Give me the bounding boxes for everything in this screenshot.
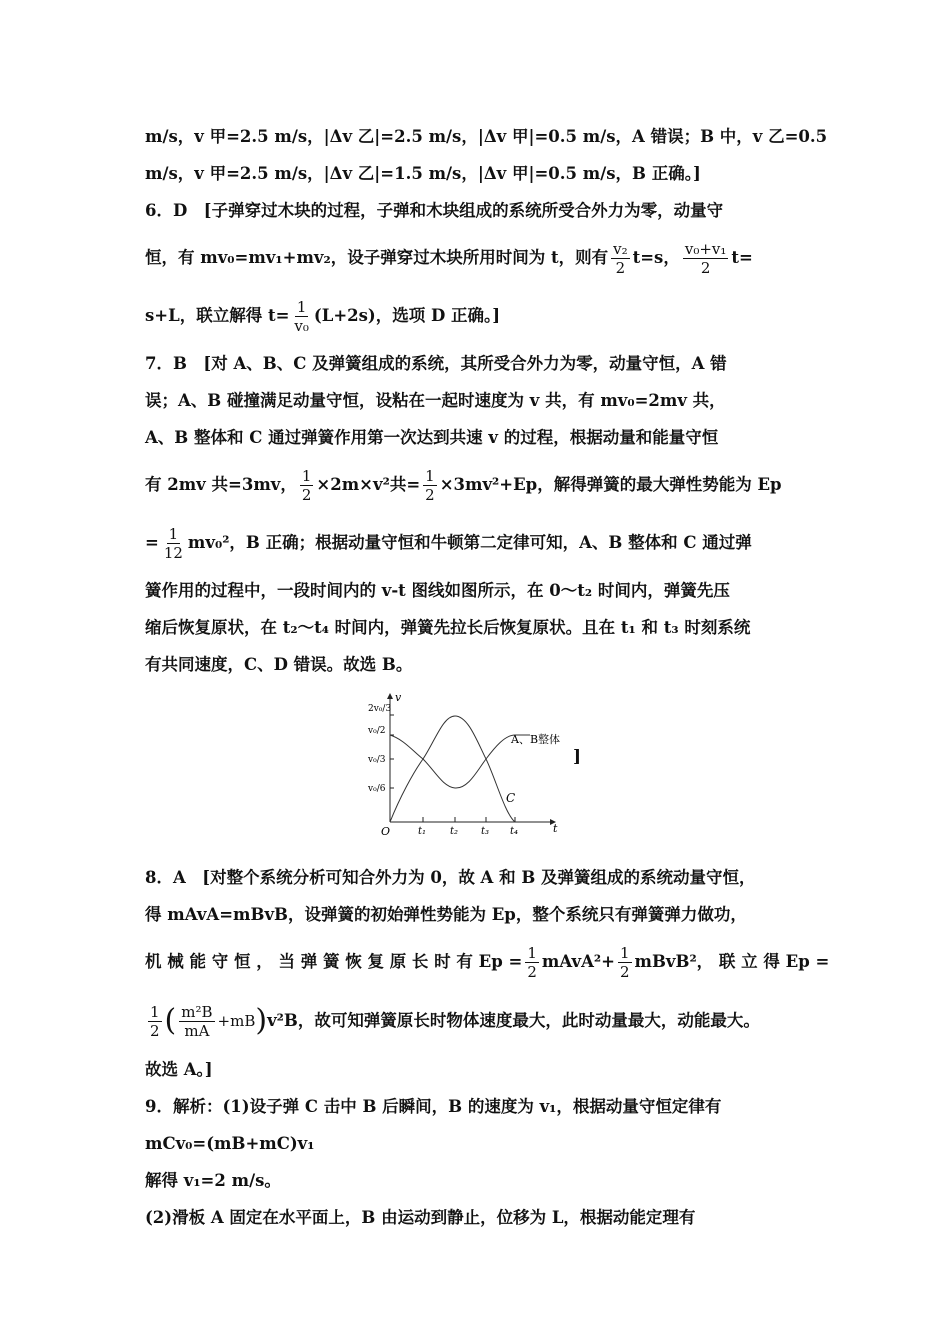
line-9: 有 2mv 共=3mv， $\frac{1}{2}$ ×2m×v²共= $\frac{1}{2}$ ×3mv²+Ep，解得弹簧的最大弹性势能为 Ep xyxy=(145,466,782,504)
fraction-1-over-2: $\frac{1}{2}$ xyxy=(619,943,630,981)
line-4: 恒，有 mv₀=mv₁+mv₂，设子弹穿过木块所用时间为 t，则有 $\frac{\text{v₂}}{2}$ t=s， $\frac{\text{v₀+v₁}}{2}$ t= xyxy=(145,239,753,277)
x-ticks xyxy=(418,817,518,837)
fraction-1-over-2: $\frac{1}{2}$ xyxy=(150,1002,160,1040)
fraction-1-over-12: $\frac{1}{12}$ xyxy=(163,524,183,562)
line-15: 得 mAvA=mBvB，设弹簧的初始弹性势能为 Ep，整个系统只有弹簧弹力做功， xyxy=(145,904,747,924)
v-axis-arrow xyxy=(387,693,393,699)
line-11: 簧作用的过程中，一段时间内的 v-t 图线如图所示，在 0～t₂ 时间内，弹簧先压 xyxy=(145,580,730,600)
xtick-t4: t₄ xyxy=(510,826,519,837)
line-20: mCv₀=(mB+mC)v₁ xyxy=(145,1133,315,1153)
fraction-1-over-v0: $\frac{1}{\text{v₀}}$ xyxy=(294,297,309,335)
vt-graph-figure xyxy=(145,689,815,841)
line-6-q7: 7．B [对 A、B、C 及弹簧组成的系统，其所受合外力为零，动量守恒，A 错 xyxy=(145,353,727,373)
fraction-v0v1-over-2: $\frac{\text{v₀+v₁}}{2}$ xyxy=(684,239,727,277)
line-5: s+L，联立解得 t= $\frac{1}{\text{v₀}}$ (L+2s)，选项 D 正确。] xyxy=(145,297,501,335)
curve-ab-whole xyxy=(390,735,530,788)
ytick-v0-2: v₀/2 xyxy=(368,726,386,736)
line-3-q6: 6．D [子弹穿过木块的过程，子弹和木块组成的系统所受合外力为零，动量守 xyxy=(145,200,724,220)
line-7: 误；A、B 碰撞满足动量守恒，设粘在一起时速度为 v 共，有 mv₀=2mv 共， xyxy=(145,390,726,410)
xtick-t1: t₁ xyxy=(418,826,427,837)
left-paren: ( xyxy=(164,1003,177,1038)
solution-text xyxy=(145,118,830,1236)
line-10: = $\frac{1}{12}$ mv₀²，B 正确；根据动量守恒和牛顿第二定律可知，A、B 整体和 C 通过弹 xyxy=(145,524,752,562)
line-18: 故选 A。] xyxy=(145,1059,213,1079)
xtick-t2: t₂ xyxy=(450,826,459,837)
label-c: C xyxy=(506,791,516,805)
closing-bracket: ] xyxy=(573,747,582,767)
v-axis-label: v xyxy=(395,691,402,704)
line-21: 解得 v₁=2 m/s。 xyxy=(145,1170,281,1190)
ytick-v0-3: v₀/3 xyxy=(368,755,386,765)
label-ab-whole: A、B整体 xyxy=(511,733,561,746)
xtick-t3: t₃ xyxy=(481,826,490,837)
right-paren: ) xyxy=(255,1003,268,1038)
line-13: 有共同速度，C、D 错误。故选 B。 xyxy=(145,654,413,674)
line-12: 缩后恢复原状，在 t₂～t₄ 时间内，弹簧先拉长后恢复原状。且在 t₁ 和 t₃ 时刻系统 xyxy=(145,617,751,637)
line-22: (2)滑板 A 固定在水平面上，B 由运动到静止，位移为 L，根据动能定理有 xyxy=(145,1207,696,1227)
line-16: 机 械 能 守 恒 ， 当 弹 簧 恢 复 原 长 时 有 Ep = $\frac{1}{2}$ mAvA²+ $\frac{1}{2}$ mBvB²， 联 立 得 Ep = xyxy=(145,943,830,981)
fraction-1-over-2: $\frac{1}{2}$ xyxy=(425,466,435,504)
line-14-q8: 8．A [对整个系统分析可知合外力为 0，故 A 和 B 及弹簧组成的系统动量守恒， xyxy=(145,867,756,887)
ytick-v0-6: v₀/6 xyxy=(368,784,386,794)
fraction-1-over-2: $\frac{1}{2}$ xyxy=(527,943,537,981)
ytick-2v0-3: 2v₀/3 xyxy=(368,704,392,714)
line-1: m/s，v 甲=2.5 m/s，|Δv 乙|=2.5 m/s，|Δv 甲|=0.5 m/s，A 错误；B 中，v 乙=0.5 xyxy=(145,126,828,146)
t-axis-label: t xyxy=(553,822,558,835)
line-19-q9: 9．解析：(1)设子弹 C 击中 B 后瞬间，B 的速度为 v₁，根据动量守恒定律有 xyxy=(145,1096,722,1116)
line-2: m/s，v 甲=2.5 m/s，|Δv 乙|=1.5 m/s，|Δv 甲|=0.5 m/s，B 正确。] xyxy=(145,163,701,183)
fraction-1-over-2: $\frac{1}{2}$ xyxy=(301,466,312,504)
vt-graph xyxy=(365,689,565,839)
origin-label: O xyxy=(381,825,391,838)
curve-c xyxy=(390,716,515,822)
line-17: $\frac{1}{2}$ ( $\frac{\text{m²B}}{mA}$ +mB ) v²B，故可知弹簧原长时物体速度最大，此时动量最大，动能最大。 xyxy=(150,1002,760,1040)
line-8: A、B 整体和 C 通过弹簧作用第一次达到共速 v 的过程，根据动量和能量守恒 xyxy=(145,427,719,447)
fraction-v2-over-2: $\frac{\text{v₂}}{2}$ xyxy=(613,239,628,277)
fraction-mB2-over-mA: $\frac{\text{m²B}}{mA}$ xyxy=(181,1002,213,1040)
